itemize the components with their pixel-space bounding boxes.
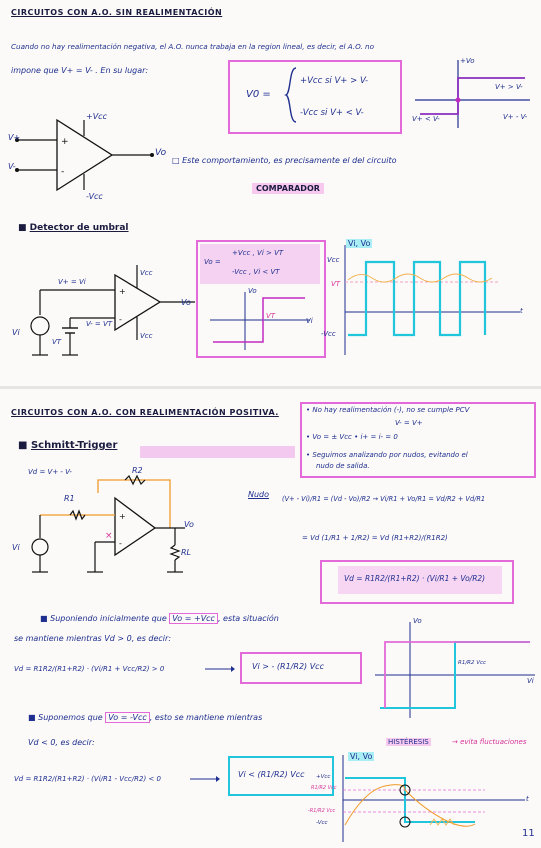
schmitt-vd: Vd = V+ - V- (28, 468, 72, 476)
umbral-wave-title: Vi, Vo (348, 239, 371, 248)
piecewise-top: +Vcc si V+ > V- (300, 76, 369, 86)
case1-ineq: Vd = R1R2/(R1+R2) · (Vi/R1 + Vcc/R2) > 0 (14, 665, 165, 673)
op1-vcc-label: +Vcc (86, 112, 107, 121)
schmitt-rl: RL (181, 548, 192, 557)
case1-arrow-icon (205, 664, 235, 674)
umbral-wave-vt: VT (331, 280, 341, 288)
schmitt-vi: Vi (12, 543, 20, 552)
umbral-vrel1: V+ = Vi (58, 278, 86, 286)
note-line-1: V- = V+ (395, 419, 423, 427)
schmitt-r1: R1 (64, 494, 75, 503)
nudo-eq2: = Vd (1/R1 + 1/R2) = Vd (R1+R2)/(R1R2) (302, 534, 448, 542)
page-number: 11 (522, 828, 535, 839)
umbral-g-vo: Vo (248, 287, 257, 295)
hyst-r1r2: R1/R2 Vcc (458, 660, 487, 666)
umbral-eq-top: +Vcc , Vi > VT (232, 249, 284, 257)
svg-text:-: - (119, 315, 122, 324)
section1-intro-line1: Cuando no hay realimentación negativa, el A.O. nunca trabaja en la region lineal, es decir, el A.O. no (11, 42, 375, 51)
op1-vo-label: Vo (155, 148, 167, 158)
nudo-label: Nudo (248, 490, 270, 499)
g1-top-label: +Vo (460, 57, 475, 65)
nudo-eq1: (V+ - Vi)/R1 = (Vd - Vo)/R2 → Vi/R1 + Vo/R1 = Vd/R2 + Vd/R1 (282, 495, 486, 503)
case1-result: Vi > - (R1/R2) Vcc (252, 662, 324, 671)
schmitt-vo: Vo (184, 520, 194, 529)
piecewise-lhs: V0 = (246, 89, 271, 100)
umbral-transfer-graph (205, 290, 315, 352)
umbral-vee-label: Vcc (140, 332, 153, 340)
note-line-0: • No hay realimentación (-), no se cumple PCV (306, 406, 470, 414)
g1-right-label: V+ > V- (495, 83, 523, 91)
schmitt-wave-neg: -R1/R2 Vcc (308, 808, 336, 814)
umbral-eq-lhs: Vo = (204, 258, 221, 266)
svg-text:-: - (119, 539, 122, 548)
vd-result: Vd = R1R2/(R1+R2) · (Vi/R1 + Vo/R2) (344, 574, 486, 583)
svg-text:+: + (61, 137, 69, 147)
umbral-wave-vcc: Vcc (327, 256, 340, 264)
umbral-waveform (330, 240, 530, 360)
schmitt-wave-title: Vi, Vo (350, 752, 373, 761)
schmitt-wave-mvcc: -Vcc (316, 820, 328, 826)
case2-line2: Vd < 0, es decir: (28, 738, 95, 747)
umbral-vrel2: V- = VT (86, 320, 113, 328)
schmitt-title-text: Schmitt-Trigger (30, 440, 118, 451)
hysteresis-graph (370, 620, 538, 720)
comparator-note-text: Este comportamiento, es precisamente el del circuito (182, 156, 397, 165)
svg-text:×: × (105, 531, 113, 541)
umbral-vo-label: Vo (181, 298, 191, 307)
op1-vee-label: -Vcc (86, 192, 103, 201)
umbral-circuit (20, 260, 205, 370)
umbral-title-text: Detector de umbral (29, 223, 129, 233)
schmitt-wave-t: t (526, 795, 529, 803)
case2-intro: Suponemos que (38, 713, 103, 722)
section1-intro-line2: impone que V+ = V- . En su lugar: (11, 66, 149, 75)
comparator-note: □ Este comportamiento, es precisamente el del circuito (172, 156, 397, 165)
note-line-3: • Seguimos analizando por nudos, evitando el (306, 451, 468, 459)
schmitt-r2: R2 (132, 466, 143, 475)
note-line-4: nudo de salida. (316, 462, 370, 470)
svg-text:+: + (119, 512, 126, 521)
op1-vplus-label: V+ (8, 133, 21, 142)
case2-arrow-icon (190, 774, 220, 784)
hysteresis-label: HISTÉRESIS (388, 738, 429, 746)
case1-intro: Suponiendo inicialmente que (50, 614, 167, 623)
piecewise-bottom: -Vcc si V+ < V- (300, 108, 364, 118)
svg-text:+: + (119, 287, 126, 296)
case2-result: Vi < (R1/R2) Vcc (238, 770, 305, 779)
case1-line1: ■ Suponiendo inicialmente que Vo = +Vcc , esta situación (40, 614, 279, 623)
case1-line2: se mantiene mientras Vd > 0, es decir: (14, 634, 172, 643)
comparator-word: COMPARADOR (252, 183, 324, 194)
note-line-2: • Vo = ± Vcc • i+ = i- = 0 (306, 433, 398, 441)
umbral-wave-mvcc: -Vcc (321, 330, 336, 338)
case1-cont: , esta situación (217, 614, 279, 623)
hyst-vi: Vi (527, 677, 534, 685)
schmitt-title: ■ Schmitt-Trigger (18, 440, 118, 451)
section-divider (0, 386, 541, 389)
hyst-vo: Vo (413, 617, 422, 625)
opamp-comparator-symbol (12, 110, 162, 200)
case2-vo-neg: Vo = -Vcc (105, 712, 150, 723)
schmitt-circuit (20, 470, 200, 585)
case2-line1: ■ Suponemos que Vo = -Vcc , esto se mantiene mientras (28, 713, 263, 722)
schmitt-wave-pos: R1/R2 Vcc (311, 785, 337, 791)
section2-title: CIRCUITOS CON A.O. CON REALIMENTACIÓN POSITIVA. (11, 408, 279, 417)
case2-ineq: Vd = R1R2/(R1+R2) · (Vi/R1 - Vcc/R2) < 0 (14, 775, 161, 783)
g1-axis-label: V+ - V- (503, 113, 528, 121)
umbral-g-vt: VT (266, 312, 276, 320)
case1-vo-pos: Vo = +Vcc (169, 613, 218, 624)
schmitt-title-highlight (140, 446, 295, 458)
brace-icon (284, 66, 298, 124)
schmitt-waveform (335, 750, 535, 845)
umbral-vcc-label: Vcc (140, 269, 153, 277)
umbral-vi-label: Vi (12, 328, 20, 337)
op1-vminus-label: V- (8, 162, 16, 171)
hysteresis-note: → evita fluctuaciones (452, 738, 527, 746)
svg-text:-: - (61, 167, 65, 177)
umbral-eq-bot: -Vcc , Vi < VT (232, 268, 280, 276)
g1-left-label: V+ < V- (412, 115, 440, 123)
umbral-title: ■ Detector de umbral (18, 223, 129, 233)
umbral-wave-t: t (520, 307, 523, 315)
case2-cont: , esto se mantiene mientras (149, 713, 263, 722)
schmitt-wave-vcc: +Vcc (316, 774, 331, 780)
umbral-g-vi: Vi (306, 317, 313, 325)
umbral-vt-label: VT (52, 338, 62, 346)
section1-title: CIRCUITOS CON A.O. SIN REALIMENTACIÓN (11, 8, 223, 17)
